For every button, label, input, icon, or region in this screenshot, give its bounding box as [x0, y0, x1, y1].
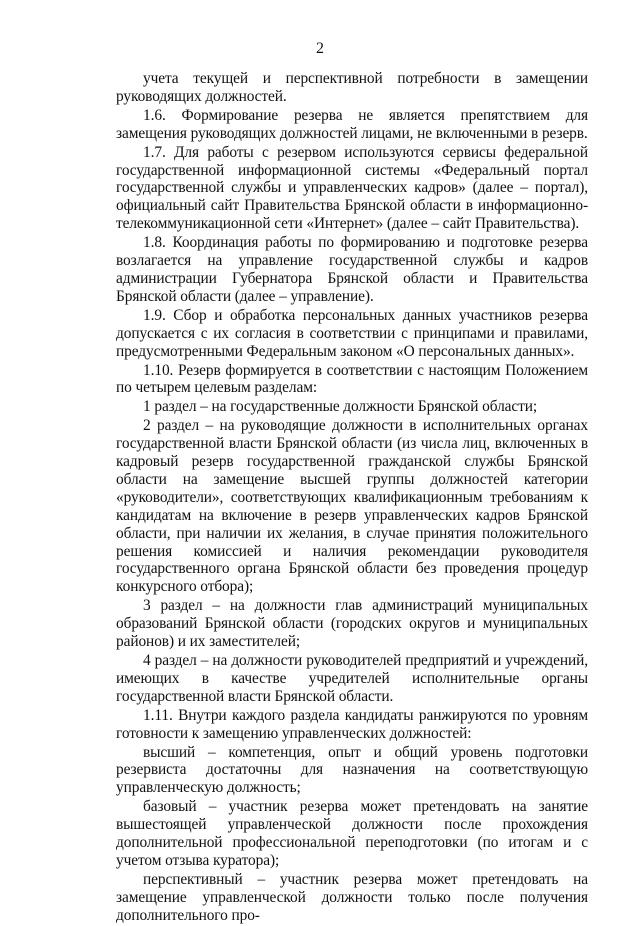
paragraph-1-6: 1.6. Формирование резерва не является препятствием для замещения руководящих должностей лицами, не включенными в резерв.	[116, 106, 588, 142]
document-body	[116, 70, 588, 926]
paragraph-1-10: 1.10. Резерв формируется в соответствии с настоящим Положением по четырем целевым разделам:	[116, 361, 588, 397]
paragraph-1-8: 1.8. Координация работы по формированию и подготовке резерва возлагается на управление государственной службы и кадров администрации Губернатора Брянской области и Правительства Брянской области (далее – управление).	[116, 234, 588, 305]
page-number: 2	[316, 40, 324, 57]
level-prospective: перспективный – участник резерва может претендовать на замещение управленческой должности только после получения дополнительного про-	[116, 870, 588, 924]
section-3-item: 3 раздел – на должности глав администраций муниципальных образований Брянской области (городских округов и муниципальных районов) и их заместителей;	[116, 597, 588, 651]
level-basic: базовый – участник резерва может претендовать на занятие вышестоящей управленческой должности после прохождения дополнительной профессиональной переподготовки (по итогам и с учетом отзыва куратора);	[116, 798, 588, 869]
section-2-item: 2 раздел – на руководящие должности в исполнительных органах государственной власти Брянской области (из числа лиц, включенных в кадровый резерв государственной гражданской службы Брянской области на замещение высшей группы должностей категории «руководители», соответствующих квалификационным требованиям к кандидатам на включение в резерв управленческих кадров Брянской области, при наличии их желания, в случае принятия положительного решения комиссией и наличия рекомендации руководителя государственного органа Брянской области без проведения процедур конкурсного отбора);	[116, 417, 588, 596]
level-highest: высший – компетенция, опыт и общий уровень подготовки резервиста достаточны для назначения на соответствующую управленческую должность;	[116, 743, 588, 797]
section-1-item: 1 раздел – на государственные должности Брянской области;	[143, 398, 538, 416]
section-4-item: 4 раздел – на должности руководителей предприятий и учреждений, имеющих в качестве учредителей исполнительные органы государственной власти Брянской области.	[116, 652, 588, 705]
paragraph-1-11: 1.11. Внутри каждого раздела кандидаты ранжируются по уровням готовности к замещению управленческих должностей:	[116, 706, 588, 742]
paragraph-1-9: 1.9. Сбор и обработка персональных данных участников резерва допускается с их согласия в соответствии с принципами и правилами, предусмотренными Федеральным законом «О персональных данных».	[116, 306, 588, 360]
paragraph-continuation: учета текущей и перспективной потребности в замещении руководящих должностей.	[116, 70, 588, 105]
paragraph-1-7: 1.7. Для работы с резервом используются сервисы федеральной государственной информационной системы «Федеральный портал государственной службы и управленческих кадров» (далее – портал), официальный сайт Правительства Брянской области в информационно-телекоммуникационной сети «Интернет» (далее – сайт Правительства).	[116, 143, 588, 233]
